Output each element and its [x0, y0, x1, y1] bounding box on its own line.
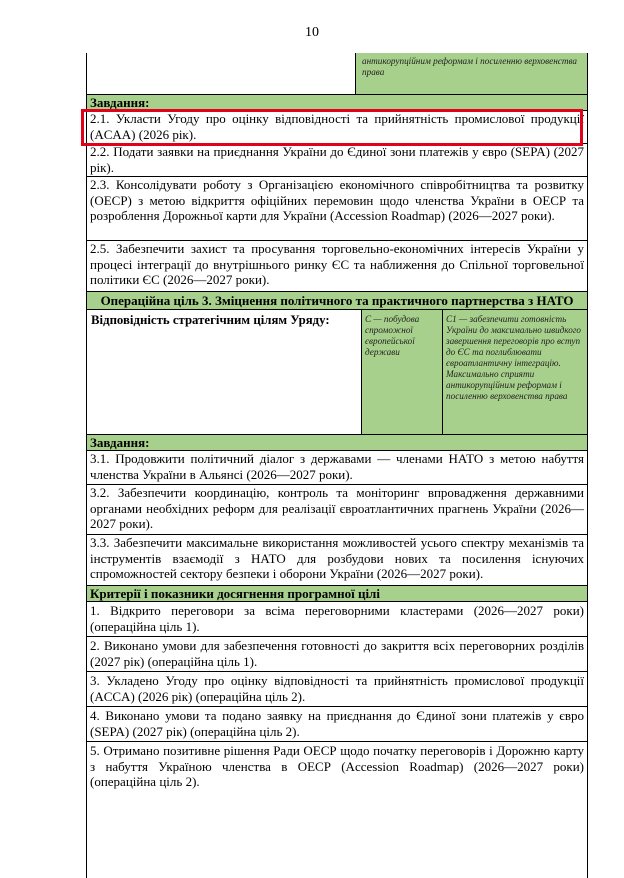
task-3-1: 3.1. Продовжити політичний діалог з державами — членами НАТО з метою набуття членства України в Альянсі (2026—2027 роки). [87, 451, 587, 485]
criterion-2: 2. Виконано умови для забезпечення готовності до закриття всіх переговорних розділів (2027 рік) (операційна ціль 1). [87, 637, 587, 672]
task-3-2: 3.2. Забезпечити координацію, контроль та моніторинг впровадження державними органами необхідних реформ для реалізації євроатлантичних прагнень України (2026—2027 роки). [87, 485, 587, 535]
task-2-1: 2.1. Укласти Угоду про оцінку відповідності та прийнятність промислової продукції (ACAA) (2026 рік). [87, 111, 587, 144]
page-number: 10 [305, 25, 319, 40]
criterion-5: 5. Отримано позитивне рішення Ради ОЕСР щодо початку переговорів і Дорожню карту з набуття Україною членства в ОЕСР (Accession Roadmap) (2026—2027 роки) (операційна ціль 2). [90, 743, 584, 789]
task-2-2: 2.2. Подати заявки на приєднання України до Єдиної зони платежів у євро (SEPA) (2027 рік). [87, 144, 587, 177]
task-2-3: 2.3. Консолідувати роботу з Організацією економічного співробітництва та розвитку (ОЕСР) з метою відкриття офіційних перемовин щодо членства України в ОЕСР та розроблення Дорожньої карти для України (Accession Roadmap) (2026—2027 роки). [87, 177, 587, 241]
top-row [87, 53, 587, 94]
criteria-list [87, 602, 587, 792]
criterion-4: 4. Виконано умови та подано заявку на приєднання до Єдиної зони платежів у євро (SEPA) (2027 рік) (операційна ціль 2). [87, 707, 587, 742]
criterion-3: 3. Укладено Угоду про оцінку відповідності та прийнятність промислової продукції (ACCA) (2026 рік) (операційна ціль 2). [87, 672, 587, 707]
highlight-box [81, 109, 583, 146]
criterion-1: 1. Відкрито переговори за всіма переговорними кластерами (2026—2027 роки) (операційна ціль 1). [87, 602, 587, 637]
tasks-heading-1: Завдання: [87, 94, 587, 111]
tasks-list-2 [87, 451, 587, 585]
task-2-5: 2.5. Забезпечити захист та просування торговельно-економічних інтересів України у процесі інтеграції до внутрішнього ринку ЄС та наближення до Спільної торговельної політики ЄС (2026—2027 роки). [90, 241, 584, 287]
task-3-3: 3.3. Забезпечити максимальне використання можливостей усього спектру механізмів та інструментів взаємодії з НАТО для розбудови нових та посилення існуючих спроможностей сектору безпеки і оборони України (2026—2027 роки). [90, 535, 584, 581]
tasks-heading-2: Завдання: [87, 435, 587, 451]
criteria-heading: Критерії і показники досягнення програмної цілі [87, 585, 587, 602]
alignment-label: Відповідність стратегічним цілям Уряду: [91, 313, 330, 327]
document-table [86, 53, 588, 878]
alignment-c: С — побудова спроможної європейської держави [361, 310, 442, 434]
alignment-c1: С1 — забезпечити готовність України до максимально швидкого завершення переговорів про вступ до ЄС та поглиблювати євроатлантичну інтеграцію. Максимально сприяти антикорупційним реформам і посиленню верховенства права [442, 310, 587, 434]
goal-3-heading: Операційна ціль 3. Зміцнення політичного та практичного партнерства з НАТО [87, 291, 587, 310]
alignment-row [87, 310, 587, 435]
top-green-cell: антикорупційним реформам і посиленню верховенства права [355, 53, 587, 94]
